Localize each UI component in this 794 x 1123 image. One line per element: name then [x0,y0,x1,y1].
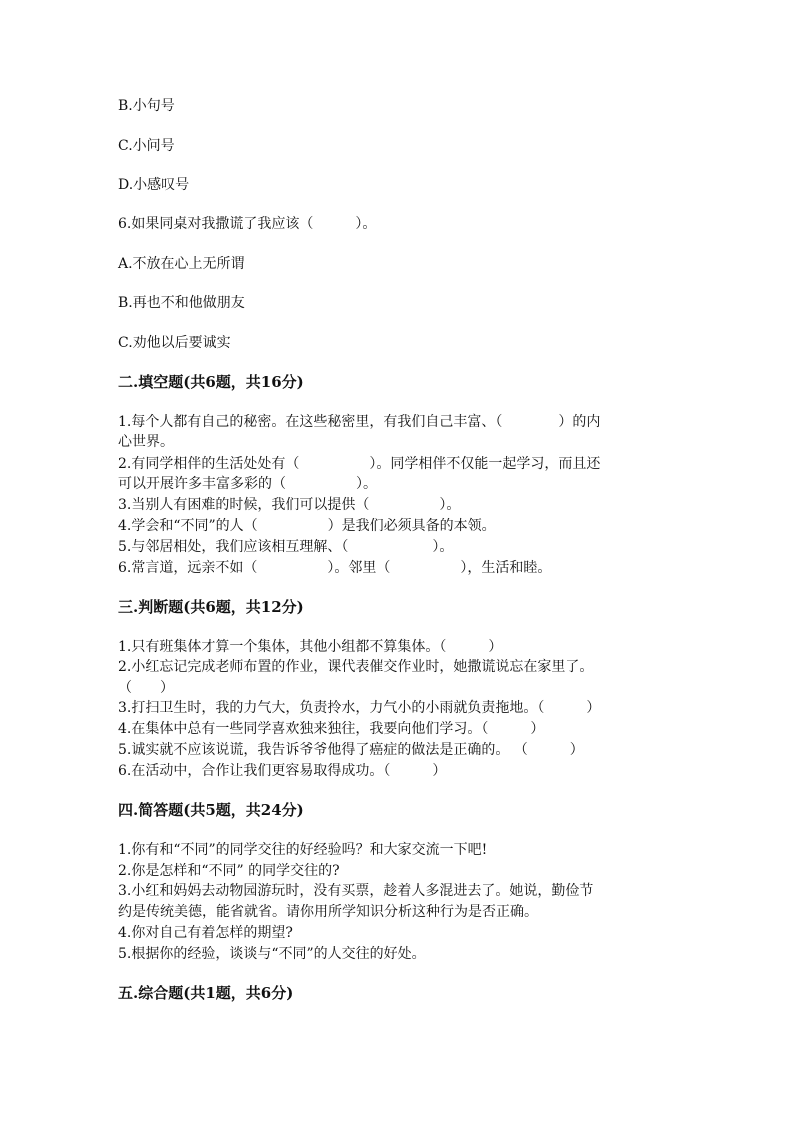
section-5-heading: 五.综合题(共1题，共6分) [118,984,294,1002]
judge-line-5: 4.在集体中总有一些同学喜欢独来独往，我要向他们学习。（ ） [118,721,545,737]
fill-blank-line-6: 4.学会和“不同”的人（ ）是我们必须具备的本领。 [118,518,496,534]
option-c-small-question: C.小问号 [118,138,175,154]
judge-line-1: 1.只有班集体才算一个集体，其他小组都不算集体。（ ） [118,639,503,655]
fill-blank-line-5: 3.当别人有困难的时候，我们可以提供（ ）。 [118,497,461,513]
option-b-small-period: B.小句号 [118,98,175,114]
q6-option-b: B.再也不和他做朋友 [118,295,245,311]
short-answer-line-3: 3.小红和妈妈去动物园游玩时，没有买票，趁着人多混进去了。她说，勤俭节 [118,883,594,899]
fill-blank-line-8: 6.常言道，远亲不如（ ）。邻里（ ），生活和睦。 [118,560,552,576]
q6-option-a: A.不放在心上无所谓 [118,256,245,272]
fill-blank-line-3: 2.有同学相伴的生活处处有（ ）。同学相伴不仅能一起学习，而且还 [118,456,601,472]
fill-blank-line-2: 心世界。 [118,434,174,450]
judge-line-4: 3.打扫卫生时，我的力气大，负责拎水，力气小的小雨就负责拖地。（ ） [118,700,601,716]
section-4-heading: 四.简答题(共5题，共24分) [118,801,304,819]
short-answer-line-6: 5.根据你的经验，谈谈与“不同”的人交往的好处。 [118,946,426,962]
fill-blank-line-7: 5.与邻居相处，我们应该相互理解、（ ）。 [118,539,454,555]
judge-line-6: 5.诚实就不应该说谎，我告诉爷爷他得了癌症的做法是正确的。 （ ） [118,742,584,758]
judge-line-7: 6.在活动中，合作让我们更容易取得成功。（ ） [118,763,447,779]
section-2-heading: 二.填空题(共6题，共16分) [118,373,304,391]
section-3-heading: 三.判断题(共6题，共12分) [118,598,304,616]
q6-option-c: C.劝他以后要诚实 [118,335,231,351]
short-answer-line-5: 4.你对自己有着怎样的期望? [118,925,293,941]
judge-line-2: 2.小红忘记完成老师布置的作业，课代表催交作业时，她撒谎说忘在家里了。 [118,659,594,675]
option-d-small-exclamation: D.小感叹号 [118,177,190,193]
short-answer-line-2: 2.你是怎样和“不同” 的同学交往的? [118,863,340,879]
fill-blank-line-4: 可以开展许多丰富多彩的（ ）。 [118,476,377,492]
short-answer-line-1: 1.你有和“不同”的同学交往的好经验吗？和大家交流一下吧! [118,842,488,858]
fill-blank-line-1: 1.每个人都有自己的秘密。在这些秘密里，有我们自己丰富、（ ）的内 [118,414,601,430]
judge-line-3: （ ） [118,680,174,696]
short-answer-line-4: 约是传统美德，能省就省。请你用所学知识分析这种行为是否正确。 [118,904,538,920]
question-6-stem: 6.如果同桌对我撒谎了我应该（ ）。 [118,216,377,232]
